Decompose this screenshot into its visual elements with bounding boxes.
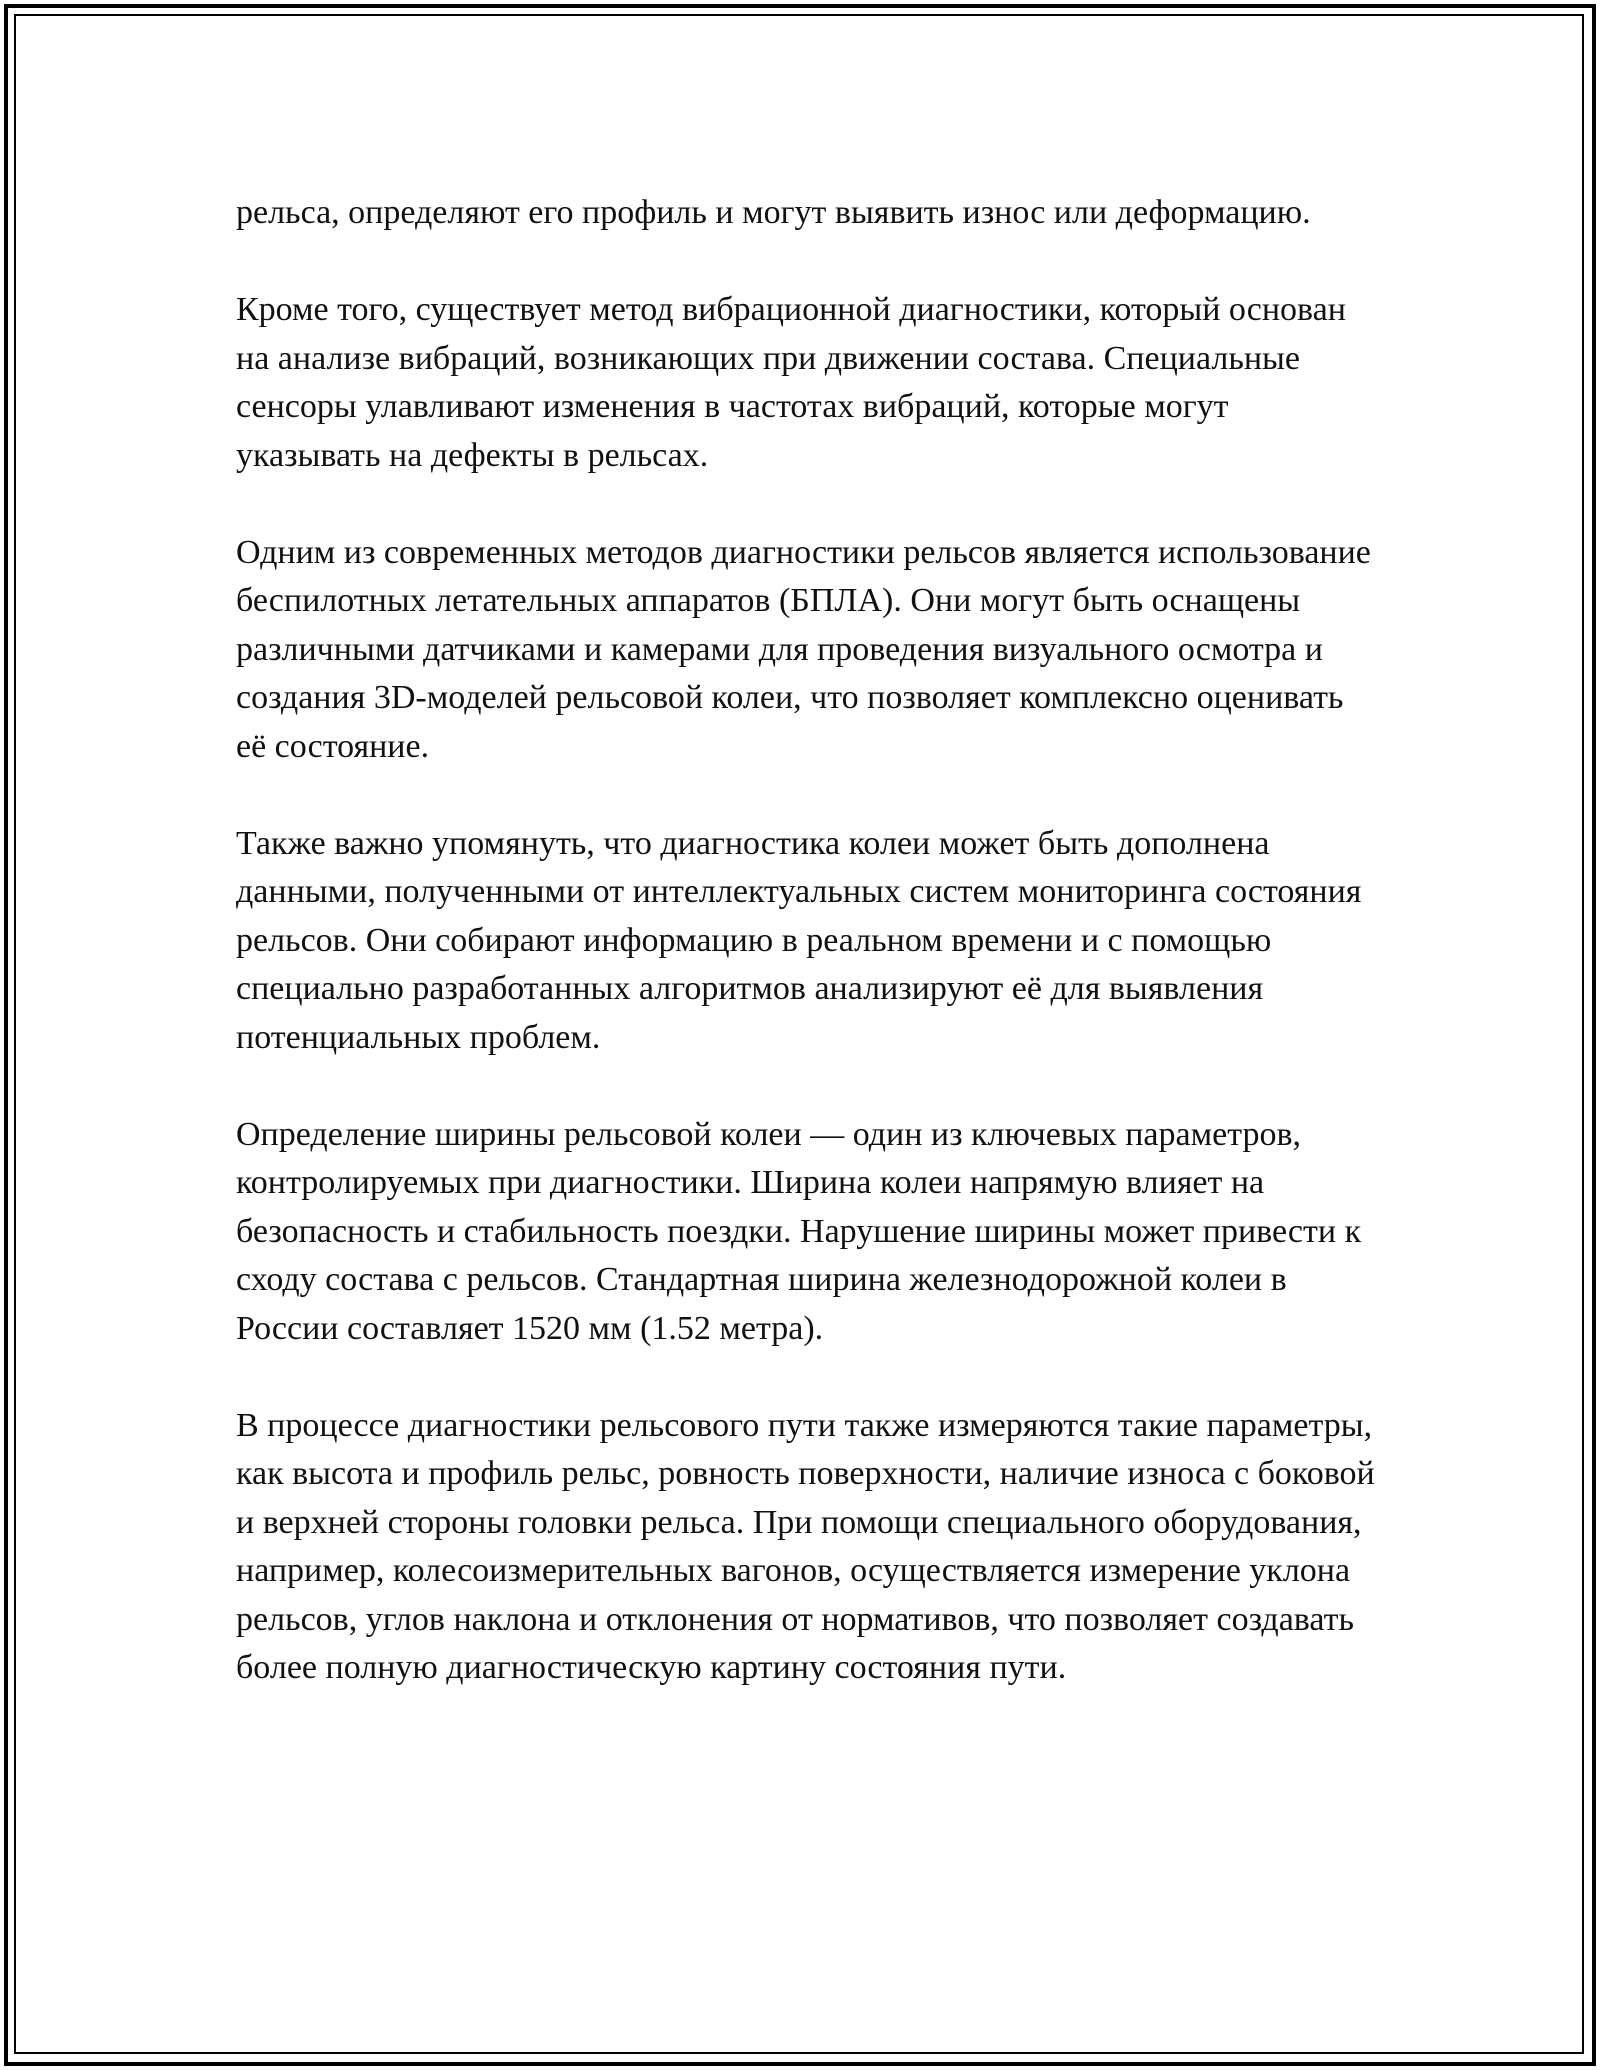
paragraph-5: Определение ширины рельсовой колеи — один из ключевых параметров, контролируемых при диагностики. Ширина колеи напрямую влияет на безопасность и стабильность поездки. Нарушение ширины может привести к сходу состава с рельсов. Стандартная ширина железнодорожной колеи в России составляет 1520 мм (1.52 метра). — [236, 1115, 1362, 1347]
paragraph-3: Одним из современных методов диагностики рельсов является использование беспилотных летательных аппаратов (БПЛА). Они могут быть оснащены различными датчиками и камерами для проведения визуального осмотра и создания 3D-моделей рельсовой колеи, что позволяет комплексно оценивать её состояние. — [236, 533, 1371, 765]
paragraph-4: Также важно упомянуть, что диагностика колеи может быть дополнена данными, полученными от интеллектуальных систем мониторинга состояния рельсов. Они собирают информацию в реальном времени и с помощью специально разработанных алгоритмов анализируют её для выявления потенциальных проблем. — [236, 824, 1362, 1056]
paragraph-2: Кроме того, существует метод вибрационной диагностики, который основан на анализе вибраций, возникающих при движении состава. Специальные сенсоры улавливают изменения в частотах вибраций, которые могут указывать на дефекты в рельсах. — [236, 291, 1346, 474]
paragraph-6: В процессе диагностики рельсового пути также измеряются такие параметры, как высота и профиль рельс, ровность поверхности, наличие износа с боковой и верхней стороны головки рельса. При помощи специального оборудования, например, колесоизмерительных вагонов, осуществляется измерение уклона рельсов, углов наклона и отклонения от нормативов, что позволяет создавать более полную диагностическую картину состояния пути. — [236, 1406, 1375, 1686]
document-body — [236, 189, 1376, 1693]
paragraph-1: рельса, определяют его профиль и могут выявить износ или деформацию. — [236, 194, 1311, 231]
